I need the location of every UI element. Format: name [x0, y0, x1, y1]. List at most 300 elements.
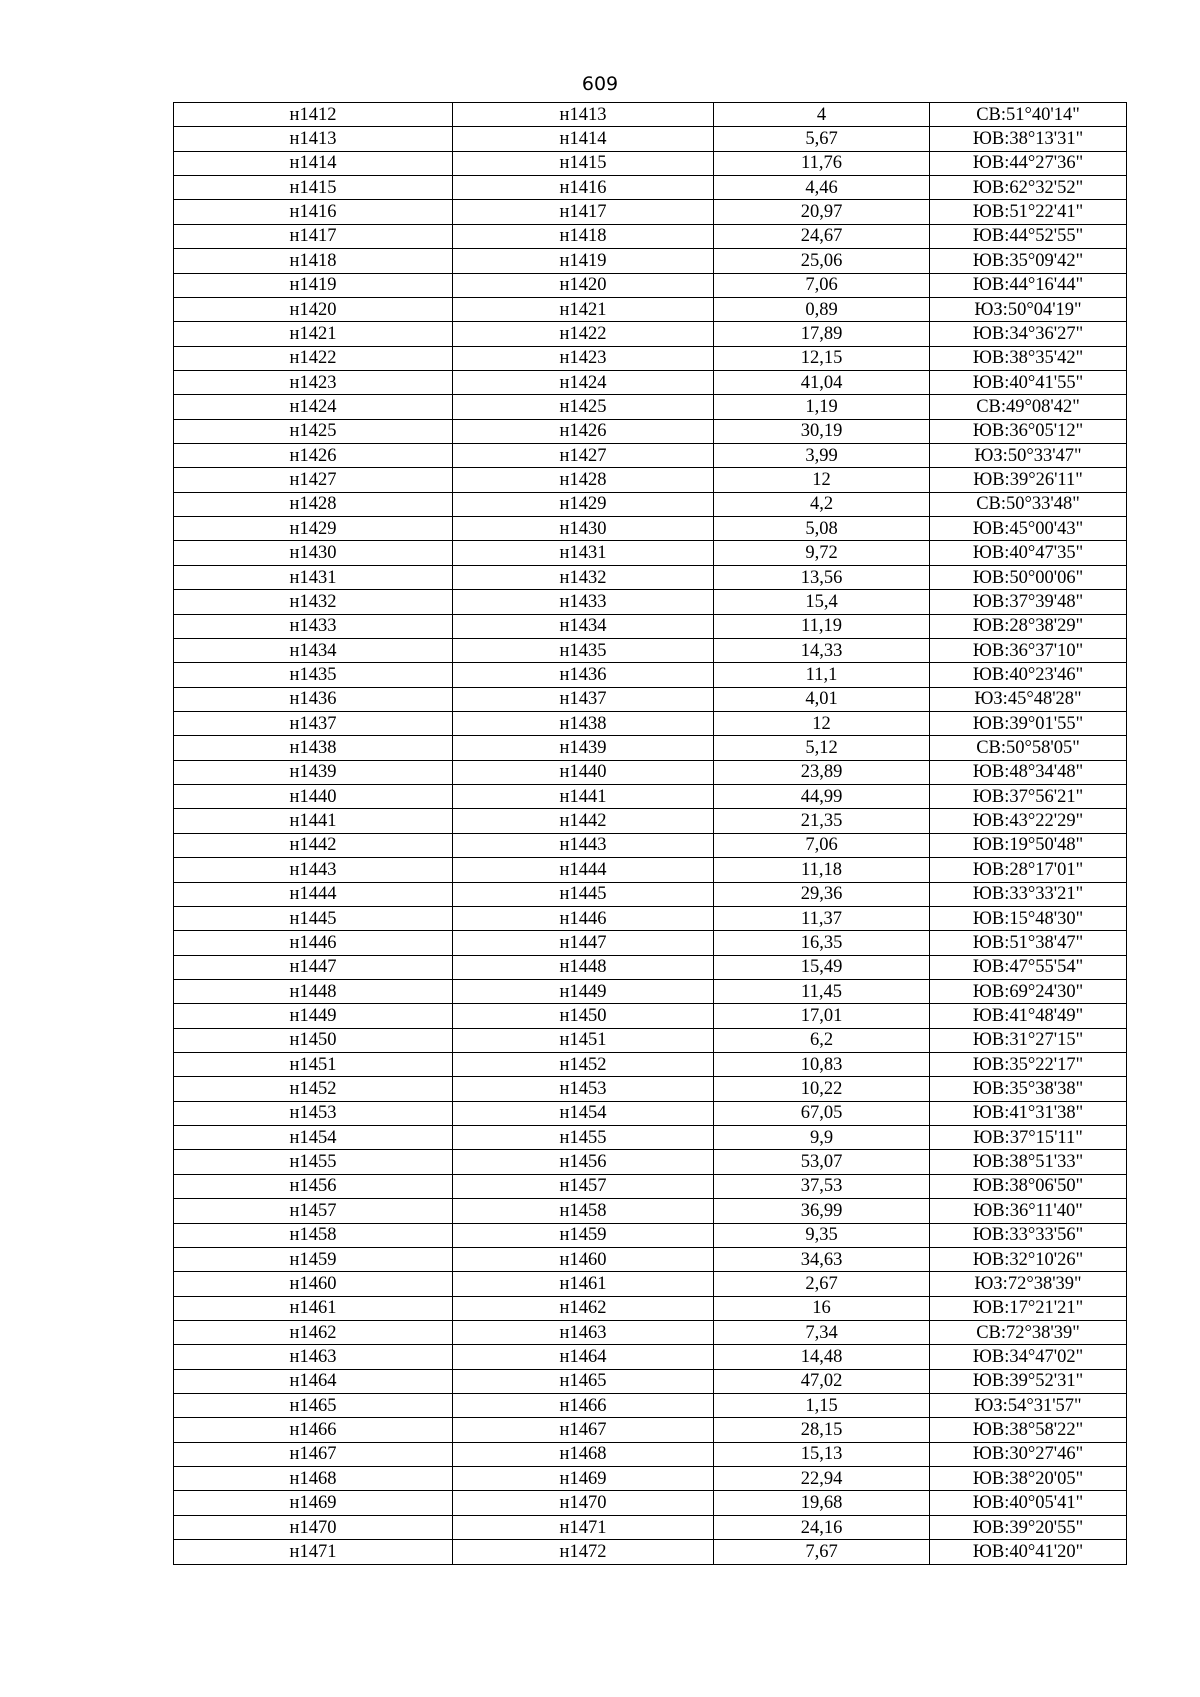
to-point-cell: н1426: [453, 419, 714, 443]
bearing-cell: ЮВ:45°00'43": [930, 517, 1127, 541]
distance-cell: 14,48: [714, 1345, 930, 1369]
to-point-cell: н1425: [453, 395, 714, 419]
table-row: [174, 419, 1127, 443]
distance-cell: 9,35: [714, 1223, 930, 1247]
bearing-cell: ЮВ:31°27'15": [930, 1028, 1127, 1052]
from-point-cell: н1413: [174, 127, 453, 151]
table-row: [174, 1345, 1127, 1369]
distance-cell: 13,56: [714, 565, 930, 589]
from-point-cell: н1466: [174, 1418, 453, 1442]
to-point-cell: н1448: [453, 955, 714, 979]
to-point-cell: н1442: [453, 809, 714, 833]
bearing-cell: ЮВ:38°13'31": [930, 127, 1127, 151]
from-point-cell: н1432: [174, 590, 453, 614]
table-row: [174, 395, 1127, 419]
from-point-cell: н1458: [174, 1223, 453, 1247]
table-row: [174, 1540, 1127, 1564]
distance-cell: 3,99: [714, 444, 930, 468]
distance-cell: 11,76: [714, 151, 930, 175]
to-point-cell: н1430: [453, 517, 714, 541]
bearing-cell: ЮВ:36°11'40": [930, 1199, 1127, 1223]
distance-cell: 41,04: [714, 370, 930, 394]
bearing-cell: ЮВ:51°22'41": [930, 200, 1127, 224]
to-point-cell: н1472: [453, 1540, 714, 1564]
bearing-cell: ЮВ:35°38'38": [930, 1077, 1127, 1101]
bearing-cell: ЮВ:36°37'10": [930, 638, 1127, 662]
from-point-cell: н1469: [174, 1491, 453, 1515]
table-row: [174, 1101, 1127, 1125]
distance-cell: 16,35: [714, 931, 930, 955]
table-row: [174, 200, 1127, 224]
from-point-cell: н1426: [174, 444, 453, 468]
table-row: [174, 151, 1127, 175]
table-row: [174, 1126, 1127, 1150]
distance-cell: 11,19: [714, 614, 930, 638]
distance-cell: 12: [714, 468, 930, 492]
from-point-cell: н1451: [174, 1053, 453, 1077]
to-point-cell: н1422: [453, 322, 714, 346]
from-point-cell: н1430: [174, 541, 453, 565]
bearing-cell: ЮВ:44°16'44": [930, 273, 1127, 297]
distance-cell: 30,19: [714, 419, 930, 443]
bearing-cell: ЮВ:34°47'02": [930, 1345, 1127, 1369]
table-row: [174, 565, 1127, 589]
from-point-cell: н1445: [174, 906, 453, 930]
bearing-cell: ЮВ:38°58'22": [930, 1418, 1127, 1442]
distance-cell: 34,63: [714, 1247, 930, 1271]
bearing-cell: ЮВ:44°27'36": [930, 151, 1127, 175]
distance-cell: 22,94: [714, 1467, 930, 1491]
distance-cell: 6,2: [714, 1028, 930, 1052]
from-point-cell: н1456: [174, 1174, 453, 1198]
from-point-cell: н1418: [174, 249, 453, 273]
table-row: [174, 127, 1127, 151]
table-row: [174, 809, 1127, 833]
bearing-cell: ЮВ:32°10'26": [930, 1247, 1127, 1271]
bearing-cell: ЮЗ:45°48'28": [930, 687, 1127, 711]
to-point-cell: н1446: [453, 906, 714, 930]
to-point-cell: н1462: [453, 1296, 714, 1320]
bearing-cell: ЮВ:28°38'29": [930, 614, 1127, 638]
distance-cell: 9,72: [714, 541, 930, 565]
bearing-cell: ЮВ:40°47'35": [930, 541, 1127, 565]
distance-cell: 15,4: [714, 590, 930, 614]
distance-cell: 9,9: [714, 1126, 930, 1150]
to-point-cell: н1470: [453, 1491, 714, 1515]
distance-cell: 7,67: [714, 1540, 930, 1564]
bearing-cell: ЮВ:39°01'55": [930, 711, 1127, 735]
table-row: [174, 711, 1127, 735]
bearing-cell: ЮВ:43°22'29": [930, 809, 1127, 833]
bearing-cell: ЮВ:40°41'55": [930, 370, 1127, 394]
to-point-cell: н1458: [453, 1199, 714, 1223]
table-row: [174, 590, 1127, 614]
from-point-cell: н1434: [174, 638, 453, 662]
to-point-cell: н1424: [453, 370, 714, 394]
table-row: [174, 687, 1127, 711]
bearing-cell: ЮВ:38°51'33": [930, 1150, 1127, 1174]
distance-cell: 19,68: [714, 1491, 930, 1515]
table-row: [174, 979, 1127, 1003]
table-row: [174, 1053, 1127, 1077]
table-row: [174, 1004, 1127, 1028]
bearing-cell: ЮВ:35°22'17": [930, 1053, 1127, 1077]
table-row: [174, 882, 1127, 906]
to-point-cell: н1431: [453, 541, 714, 565]
to-point-cell: н1420: [453, 273, 714, 297]
from-point-cell: н1446: [174, 931, 453, 955]
table-row: [174, 614, 1127, 638]
from-point-cell: н1416: [174, 200, 453, 224]
table-row: [174, 906, 1127, 930]
from-point-cell: н1412: [174, 103, 453, 127]
to-point-cell: н1464: [453, 1345, 714, 1369]
to-point-cell: н1441: [453, 785, 714, 809]
from-point-cell: н1462: [174, 1320, 453, 1344]
to-point-cell: н1421: [453, 297, 714, 321]
bearing-cell: ЮВ:40°41'20": [930, 1540, 1127, 1564]
to-point-cell: н1451: [453, 1028, 714, 1052]
from-point-cell: н1415: [174, 176, 453, 200]
table-row: [174, 370, 1127, 394]
distance-cell: 67,05: [714, 1101, 930, 1125]
table-row: [174, 1028, 1127, 1052]
table-row: [174, 931, 1127, 955]
bearing-cell: ЮЗ:54°31'57": [930, 1394, 1127, 1418]
to-point-cell: н1436: [453, 663, 714, 687]
bearing-cell: ЮВ:36°05'12": [930, 419, 1127, 443]
distance-cell: 2,67: [714, 1272, 930, 1296]
to-point-cell: н1439: [453, 736, 714, 760]
distance-cell: 29,36: [714, 882, 930, 906]
bearing-cell: ЮВ:15°48'30": [930, 906, 1127, 930]
to-point-cell: н1461: [453, 1272, 714, 1296]
table-row: [174, 1077, 1127, 1101]
table-body: [174, 103, 1127, 1565]
table-row: [174, 858, 1127, 882]
from-point-cell: н1468: [174, 1467, 453, 1491]
to-point-cell: н1428: [453, 468, 714, 492]
table-row: [174, 346, 1127, 370]
from-point-cell: н1414: [174, 151, 453, 175]
to-point-cell: н1456: [453, 1150, 714, 1174]
to-point-cell: н1423: [453, 346, 714, 370]
table-row: [174, 1515, 1127, 1539]
distance-cell: 11,18: [714, 858, 930, 882]
distance-cell: 7,34: [714, 1320, 930, 1344]
to-point-cell: н1453: [453, 1077, 714, 1101]
from-point-cell: н1441: [174, 809, 453, 833]
distance-cell: 14,33: [714, 638, 930, 662]
from-point-cell: н1421: [174, 322, 453, 346]
table-row: [174, 955, 1127, 979]
table-row: [174, 1320, 1127, 1344]
table-row: [174, 1467, 1127, 1491]
to-point-cell: н1463: [453, 1320, 714, 1344]
table-row: [174, 176, 1127, 200]
from-point-cell: н1427: [174, 468, 453, 492]
from-point-cell: н1431: [174, 565, 453, 589]
from-point-cell: н1454: [174, 1126, 453, 1150]
from-point-cell: н1419: [174, 273, 453, 297]
distance-cell: 12,15: [714, 346, 930, 370]
from-point-cell: н1437: [174, 711, 453, 735]
distance-cell: 0,89: [714, 297, 930, 321]
to-point-cell: н1418: [453, 224, 714, 248]
distance-cell: 7,06: [714, 273, 930, 297]
to-point-cell: н1457: [453, 1174, 714, 1198]
distance-cell: 28,15: [714, 1418, 930, 1442]
from-point-cell: н1448: [174, 979, 453, 1003]
table-row: [174, 541, 1127, 565]
distance-cell: 10,22: [714, 1077, 930, 1101]
table-row: [174, 444, 1127, 468]
table-row: [174, 1369, 1127, 1393]
to-point-cell: н1450: [453, 1004, 714, 1028]
from-point-cell: н1450: [174, 1028, 453, 1052]
distance-cell: 23,89: [714, 760, 930, 784]
table-row: [174, 492, 1127, 516]
table-row: [174, 322, 1127, 346]
from-point-cell: н1417: [174, 224, 453, 248]
boundary-table: [173, 102, 1127, 1565]
bearing-cell: СВ:50°58'05": [930, 736, 1127, 760]
table-row: [174, 736, 1127, 760]
from-point-cell: н1435: [174, 663, 453, 687]
table-row: [174, 1491, 1127, 1515]
bearing-cell: ЮВ:17°21'21": [930, 1296, 1127, 1320]
distance-cell: 1,15: [714, 1394, 930, 1418]
distance-cell: 4,2: [714, 492, 930, 516]
bearing-cell: ЮВ:28°17'01": [930, 858, 1127, 882]
bearing-cell: ЮВ:30°27'46": [930, 1442, 1127, 1466]
from-point-cell: н1449: [174, 1004, 453, 1028]
to-point-cell: н1449: [453, 979, 714, 1003]
bearing-cell: ЮВ:41°31'38": [930, 1101, 1127, 1125]
from-point-cell: н1436: [174, 687, 453, 711]
distance-cell: 1,19: [714, 395, 930, 419]
from-point-cell: н1464: [174, 1369, 453, 1393]
page-number: 609: [581, 73, 619, 95]
distance-cell: 24,16: [714, 1515, 930, 1539]
table-row: [174, 1174, 1127, 1198]
bearing-cell: ЮВ:50°00'06": [930, 565, 1127, 589]
to-point-cell: н1471: [453, 1515, 714, 1539]
table-row: [174, 273, 1127, 297]
distance-cell: 11,37: [714, 906, 930, 930]
bearing-cell: ЮВ:51°38'47": [930, 931, 1127, 955]
table-row: [174, 1199, 1127, 1223]
distance-cell: 4,01: [714, 687, 930, 711]
from-point-cell: н1471: [174, 1540, 453, 1564]
to-point-cell: н1413: [453, 103, 714, 127]
distance-cell: 10,83: [714, 1053, 930, 1077]
table-row: [174, 249, 1127, 273]
from-point-cell: н1460: [174, 1272, 453, 1296]
table-row: [174, 1296, 1127, 1320]
distance-cell: 11,45: [714, 979, 930, 1003]
from-point-cell: н1465: [174, 1394, 453, 1418]
to-point-cell: н1455: [453, 1126, 714, 1150]
bearing-cell: СВ:72°38'39": [930, 1320, 1127, 1344]
distance-cell: 17,89: [714, 322, 930, 346]
to-point-cell: н1427: [453, 444, 714, 468]
to-point-cell: н1417: [453, 200, 714, 224]
bearing-cell: ЮВ:44°52'55": [930, 224, 1127, 248]
from-point-cell: н1429: [174, 517, 453, 541]
distance-cell: 24,67: [714, 224, 930, 248]
from-point-cell: н1425: [174, 419, 453, 443]
from-point-cell: н1444: [174, 882, 453, 906]
from-point-cell: н1453: [174, 1101, 453, 1125]
table-row: [174, 1247, 1127, 1271]
from-point-cell: н1455: [174, 1150, 453, 1174]
bearing-cell: ЮВ:38°06'50": [930, 1174, 1127, 1198]
to-point-cell: н1433: [453, 590, 714, 614]
bearing-cell: ЮВ:19°50'48": [930, 833, 1127, 857]
to-point-cell: н1469: [453, 1467, 714, 1491]
bearing-cell: ЮВ:34°36'27": [930, 322, 1127, 346]
from-point-cell: н1440: [174, 785, 453, 809]
table-row: [174, 1272, 1127, 1296]
from-point-cell: н1438: [174, 736, 453, 760]
from-point-cell: н1459: [174, 1247, 453, 1271]
from-point-cell: н1423: [174, 370, 453, 394]
to-point-cell: н1445: [453, 882, 714, 906]
to-point-cell: н1460: [453, 1247, 714, 1271]
distance-cell: 47,02: [714, 1369, 930, 1393]
bearing-cell: ЮВ:38°35'42": [930, 346, 1127, 370]
bearing-cell: ЮВ:38°20'05": [930, 1467, 1127, 1491]
table-row: [174, 297, 1127, 321]
distance-cell: 25,06: [714, 249, 930, 273]
table-row: [174, 224, 1127, 248]
to-point-cell: н1419: [453, 249, 714, 273]
from-point-cell: н1428: [174, 492, 453, 516]
to-point-cell: н1468: [453, 1442, 714, 1466]
to-point-cell: н1432: [453, 565, 714, 589]
to-point-cell: н1440: [453, 760, 714, 784]
bearing-cell: ЮВ:41°48'49": [930, 1004, 1127, 1028]
table-row: [174, 663, 1127, 687]
bearing-cell: ЮВ:40°23'46": [930, 663, 1127, 687]
distance-cell: 44,99: [714, 785, 930, 809]
distance-cell: 15,13: [714, 1442, 930, 1466]
distance-cell: 20,97: [714, 200, 930, 224]
table-row: [174, 638, 1127, 662]
table-row: [174, 517, 1127, 541]
distance-cell: 4: [714, 103, 930, 127]
to-point-cell: н1415: [453, 151, 714, 175]
to-point-cell: н1414: [453, 127, 714, 151]
to-point-cell: н1452: [453, 1053, 714, 1077]
to-point-cell: н1459: [453, 1223, 714, 1247]
distance-cell: 4,46: [714, 176, 930, 200]
to-point-cell: н1443: [453, 833, 714, 857]
bearing-cell: ЮВ:37°56'21": [930, 785, 1127, 809]
table-row: [174, 785, 1127, 809]
bearing-cell: ЮВ:47°55'54": [930, 955, 1127, 979]
distance-cell: 15,49: [714, 955, 930, 979]
bearing-cell: ЮВ:35°09'42": [930, 249, 1127, 273]
table-row: [174, 103, 1127, 127]
from-point-cell: н1420: [174, 297, 453, 321]
from-point-cell: н1470: [174, 1515, 453, 1539]
distance-cell: 36,99: [714, 1199, 930, 1223]
from-point-cell: н1461: [174, 1296, 453, 1320]
from-point-cell: н1447: [174, 955, 453, 979]
bearing-cell: ЮЗ:50°04'19": [930, 297, 1127, 321]
bearing-cell: ЮВ:40°05'41": [930, 1491, 1127, 1515]
to-point-cell: н1437: [453, 687, 714, 711]
to-point-cell: н1444: [453, 858, 714, 882]
from-point-cell: н1422: [174, 346, 453, 370]
to-point-cell: н1447: [453, 931, 714, 955]
table-row: [174, 1223, 1127, 1247]
bearing-cell: ЮВ:39°20'55": [930, 1515, 1127, 1539]
distance-cell: 12: [714, 711, 930, 735]
to-point-cell: н1429: [453, 492, 714, 516]
to-point-cell: н1438: [453, 711, 714, 735]
bearing-cell: ЮВ:48°34'48": [930, 760, 1127, 784]
bearing-cell: ЮЗ:50°33'47": [930, 444, 1127, 468]
from-point-cell: н1442: [174, 833, 453, 857]
to-point-cell: н1466: [453, 1394, 714, 1418]
distance-cell: 11,1: [714, 663, 930, 687]
distance-cell: 53,07: [714, 1150, 930, 1174]
bearing-cell: ЮВ:39°26'11": [930, 468, 1127, 492]
table-row: [174, 1442, 1127, 1466]
bearing-cell: ЮВ:39°52'31": [930, 1369, 1127, 1393]
to-point-cell: н1454: [453, 1101, 714, 1125]
from-point-cell: н1463: [174, 1345, 453, 1369]
from-point-cell: н1433: [174, 614, 453, 638]
bearing-cell: ЮЗ:72°38'39": [930, 1272, 1127, 1296]
to-point-cell: н1435: [453, 638, 714, 662]
bearing-cell: ЮВ:69°24'30": [930, 979, 1127, 1003]
table-row: [174, 833, 1127, 857]
distance-cell: 17,01: [714, 1004, 930, 1028]
to-point-cell: н1416: [453, 176, 714, 200]
from-point-cell: н1467: [174, 1442, 453, 1466]
to-point-cell: н1467: [453, 1418, 714, 1442]
from-point-cell: н1439: [174, 760, 453, 784]
table-row: [174, 468, 1127, 492]
bearing-cell: СВ:49°08'42": [930, 395, 1127, 419]
table-row: [174, 1394, 1127, 1418]
bearing-cell: СВ:51°40'14": [930, 103, 1127, 127]
table-row: [174, 760, 1127, 784]
distance-cell: 5,67: [714, 127, 930, 151]
from-point-cell: н1457: [174, 1199, 453, 1223]
to-point-cell: н1434: [453, 614, 714, 638]
bearing-cell: ЮВ:33°33'21": [930, 882, 1127, 906]
table-row: [174, 1150, 1127, 1174]
distance-cell: 7,06: [714, 833, 930, 857]
bearing-cell: ЮВ:37°39'48": [930, 590, 1127, 614]
distance-cell: 21,35: [714, 809, 930, 833]
bearing-cell: ЮВ:62°32'52": [930, 176, 1127, 200]
bearing-cell: ЮВ:37°15'11": [930, 1126, 1127, 1150]
from-point-cell: н1424: [174, 395, 453, 419]
distance-cell: 5,08: [714, 517, 930, 541]
from-point-cell: н1452: [174, 1077, 453, 1101]
distance-cell: 37,53: [714, 1174, 930, 1198]
bearing-cell: ЮВ:33°33'56": [930, 1223, 1127, 1247]
table-row: [174, 1418, 1127, 1442]
distance-cell: 5,12: [714, 736, 930, 760]
distance-cell: 16: [714, 1296, 930, 1320]
